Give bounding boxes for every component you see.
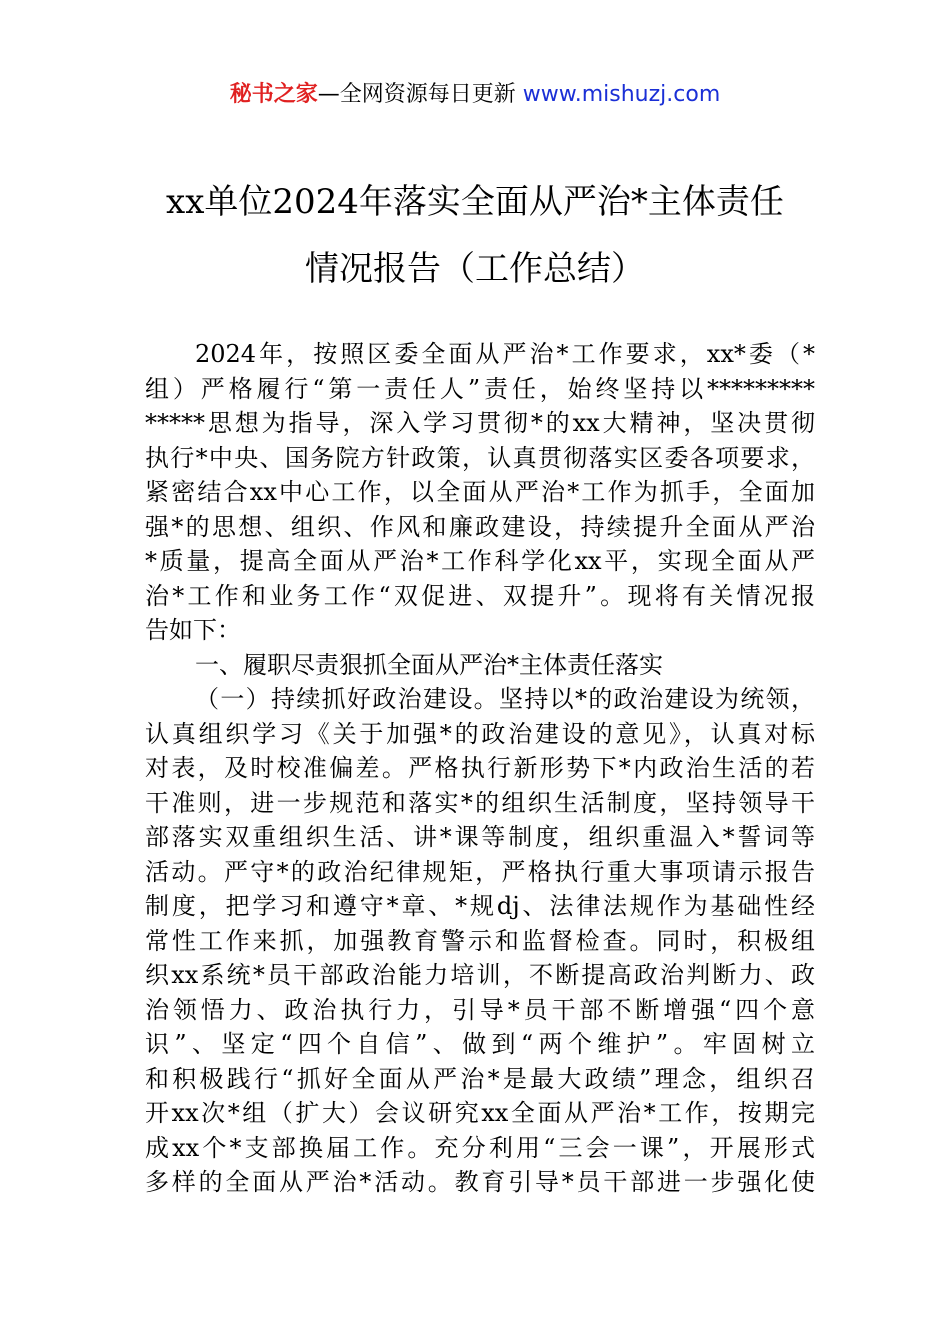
body-line: 常性工作来抓，加强教育警示和监督检查。同时，积极组 <box>145 926 815 955</box>
header-tagline: —全网资源每日更新 <box>317 82 523 107</box>
body-line: 干准则，进一步规范和落实*的组织生活制度，坚持领导干 <box>145 788 815 817</box>
body-line: 治*工作和业务工作“双促进、双提升”。现将有关情况报 <box>145 581 815 610</box>
body-line: 织xx系统*员干部政治能力培训，不断提高政治判断力、政 <box>145 961 815 989</box>
body-line: 识”、坚定“四个自信”、做到“两个维护”。牢固树立 <box>145 1030 815 1058</box>
section-heading: 一、履职尽责狠抓全面从严治*主体责任落实 <box>195 650 663 679</box>
body-line: 对表，及时校准偏差。严格执行新形势下*内政治生活的若 <box>145 754 815 782</box>
site-url-link[interactable]: www.mishuzj.com <box>522 82 721 107</box>
body-line: 和积极践行“抓好全面从严治*是最大政绩”理念，组织召 <box>145 1064 815 1093</box>
body-line: 活动。严守*的政治纪律规矩，严格执行重大事项请示报告 <box>145 857 815 886</box>
body-line: 认真组织学习《关于加强*的政治建设的意见》，认真对标 <box>145 719 815 748</box>
body-line: 执行*中央、国务院方针政策，认真贯彻落实区委各项要求， <box>145 443 815 472</box>
body-line: 治领悟力、政治执行力，引导*员干部不断增强“四个意 <box>145 995 815 1024</box>
body-line: 告如下： <box>145 616 241 644</box>
document-title-line-2: 情况报告（工作总结） <box>305 249 645 289</box>
body-line: 2024年，按照区委全面从严治*工作要求，xx*委（* <box>195 340 815 368</box>
body-line: *****思想为指导，深入学习贯彻*的xx大精神，坚决贯彻 <box>145 409 815 437</box>
body-line: 开xx次*组（扩大）会议研究xx全面从严治*工作，按期完 <box>145 1099 815 1127</box>
document-title-line-1: xx单位2024年落实全面从严治*主体责任 <box>166 182 784 222</box>
body-line: 成xx个*支部换届工作。充分利用“三会一课”，开展形式 <box>145 1133 815 1162</box>
body-line: *质量，提高全面从严治*工作科学化xx平，实现全面从严 <box>145 547 815 575</box>
body-line: 制度，把学习和遵守*章、*规dj、法律法规作为基础性经 <box>145 892 815 920</box>
body-line: 组）严格履行“第一责任人”责任，始终坚持以********* <box>145 374 815 403</box>
body-line: （一）持续抓好政治建设。坚持以*的政治建设为统领， <box>195 685 815 713</box>
body-line: 强*的思想、组织、作风和廉政建设，持续提升全面从严治 <box>145 512 815 541</box>
body-line: 部落实双重组织生活、讲*课等制度，组织重温入*誓词等 <box>145 823 815 851</box>
brand-name: 秘书之家 <box>229 82 318 107</box>
body-line: 多样的全面从严治*活动。教育引导*员干部进一步强化使 <box>145 1168 815 1196</box>
body-line: 紧密结合xx中心工作，以全面从严治*工作为抓手，全面加 <box>145 478 815 506</box>
document-body <box>145 337 815 1200</box>
site-header <box>0 78 950 112</box>
